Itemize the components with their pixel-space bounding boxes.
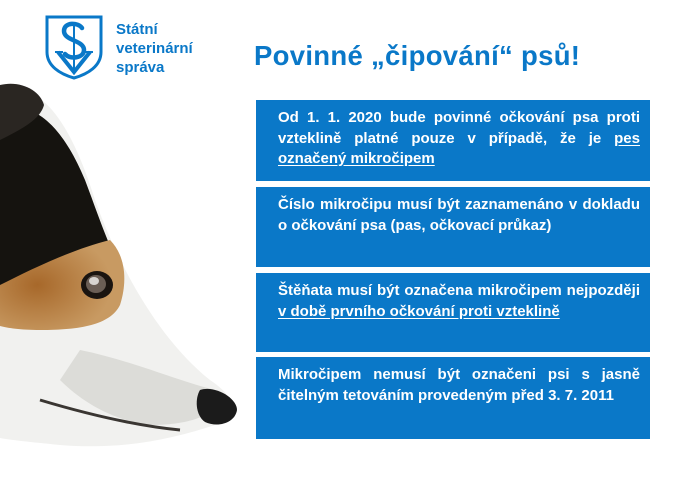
info-text: Štěňata musí být označena mikročipem nejpozději [278,282,640,299]
org-line-3: správa [116,59,165,76]
info-box-microchip-required [256,100,650,181]
info-text: Mikročipem nemusí být označeni psi s jasně čitelným tetováním provedeným před 3. 7. 2011 [278,366,640,404]
info-text-emphasis: v době prvního očkování proti vzteklině [278,302,560,320]
info-text-emphasis: pes označený mikročipem [278,129,640,167]
info-text: Číslo mikročipu musí být zaznamenáno v dokladu o očkování psa (pas, očkovací průkaz) [278,196,640,234]
info-box-puppies [256,273,650,352]
org-line-1: Státní [116,21,158,38]
org-line-2: veterinární [116,40,193,57]
dog-head-image [0,80,250,480]
page-title: Povinné „čipování“ psů! [254,40,581,71]
info-box-tattoo-exception [256,357,650,439]
organization-name [116,20,193,77]
svs-shield-logo-icon [44,14,104,80]
info-text: Od 1. 1. 2020 bude povinné očkování psa proti vzteklině platné pouze v případě, že je [278,109,640,147]
info-box-chip-number-record [256,187,650,267]
